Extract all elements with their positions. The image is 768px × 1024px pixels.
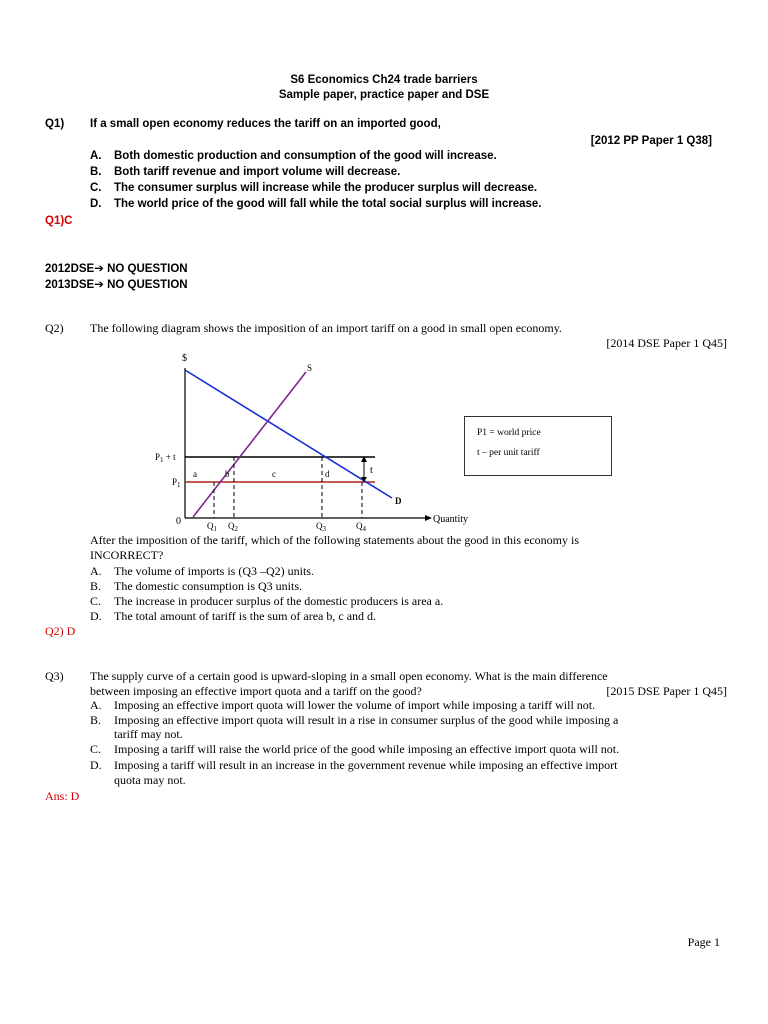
q1-number: Q1): [45, 118, 65, 130]
q2-number: Q2): [45, 321, 64, 335]
tick-q1: $Q_1$: [207, 521, 217, 533]
q3-option-a: A. Imposing an effective import quota will lower the volume of import while imposing a tariff will not.: [90, 698, 596, 712]
area-a-label: a: [193, 469, 197, 479]
q1-stem: If a small open economy reduces the tariff on an imported good,: [90, 118, 441, 130]
q1-source: [2012 PP Paper 1 Q38]: [590, 135, 712, 147]
q2-option-a: A. The volume of imports is (Q3 –Q2) units.: [90, 564, 314, 578]
q3-source: [2015 DSE Paper 1 Q45]: [606, 684, 727, 698]
area-c-label: c: [272, 469, 276, 479]
demand-label: D: [395, 496, 402, 506]
tick-q4: $Q_4$: [356, 521, 366, 533]
area-b-label: b: [225, 469, 230, 479]
q3-option-d: D. Imposing a tariff will result in an increase in the government revenue while imposing an effective import: [90, 758, 618, 772]
q2-option-b: B. The domestic consumption is Q3 units.: [90, 579, 302, 593]
q3-number: Q3): [45, 669, 64, 683]
document-title: S6 Economics Ch24 trade barriers: [290, 74, 478, 86]
arrow-right-icon: ➔: [94, 279, 104, 291]
demand-curve: [185, 370, 392, 498]
p1-plus-t-label: $P_1 + t$: [155, 452, 176, 464]
q3-option-c: C. Imposing a tariff will raise the world price of the good while imposing an effective import quota will not.: [90, 742, 620, 756]
q1-option-a: A. Both domestic production and consumption of the good will increase.: [90, 150, 497, 162]
supply-curve: [193, 372, 306, 517]
tick-q2: $Q_2$: [228, 521, 238, 533]
page-number: Page 1: [687, 935, 720, 949]
legend-tariff: t – per unit tariff: [477, 448, 540, 458]
q1-option-d: D. The world price of the good will fall while the total social surplus will increase.: [90, 198, 542, 210]
arrow-right-icon: ➔: [94, 263, 104, 275]
area-d-label: d: [325, 469, 330, 479]
note-2012dse: 2012DSE➔ NO QUESTION: [45, 263, 188, 275]
q2-stem: The following diagram shows the imposition of an import tariff on a good in small open economy.: [90, 321, 562, 335]
q3-answer: Ans: D: [45, 789, 80, 803]
q3-option-b-cont: tariff may not.: [114, 727, 183, 741]
diagram-legend: [464, 416, 612, 476]
legend-world-price: P1 = world price: [477, 428, 541, 438]
q3-option-d-cont: quota may not.: [114, 773, 186, 787]
q3-stem-line1: The supply curve of a certain good is upward-sloping in a small open economy. What is the main difference: [90, 669, 608, 683]
tariff-diagram: [150, 348, 480, 533]
supply-label: S: [307, 363, 313, 373]
q1-answer: Q1)C: [45, 215, 73, 227]
q2-source: [2014 DSE Paper 1 Q45]: [606, 336, 727, 350]
tariff-label: t: [370, 465, 373, 476]
note-2013dse: 2013DSE➔ NO QUESTION: [45, 279, 188, 291]
y-axis-label: $: [182, 353, 187, 364]
q2-question-line2: INCORRECT?: [90, 548, 164, 562]
q3-stem-line2: between imposing an effective import quota and a tariff on the good?: [90, 684, 422, 698]
x-axis-arrowhead: [425, 515, 432, 521]
origin-label: 0: [176, 516, 181, 527]
q2-option-c: C. The increase in producer surplus of the domestic producers is area a.: [90, 594, 444, 608]
x-axis-label: Quantity: [433, 514, 468, 525]
q3-option-b: B. Imposing an effective import quota will result in a rise in consumer surplus of the good while imposing a: [90, 713, 619, 727]
document-subtitle: Sample paper, practice paper and DSE: [278, 89, 490, 101]
q2-answer: Q2) D: [45, 624, 76, 638]
tick-q3: $Q_3$: [316, 521, 326, 533]
q1-option-c: C. The consumer surplus will increase while the producer surplus will decrease.: [90, 182, 538, 194]
p1-label: $P_1$: [172, 477, 181, 489]
q2-question-line1: After the imposition of the tariff, which of the following statements about the good in this economy is: [90, 533, 580, 547]
q2-option-d: D. The total amount of tariff is the sum of area b, c and d.: [90, 609, 377, 623]
q1-option-b: B. Both tariff revenue and import volume will decrease.: [90, 166, 401, 178]
